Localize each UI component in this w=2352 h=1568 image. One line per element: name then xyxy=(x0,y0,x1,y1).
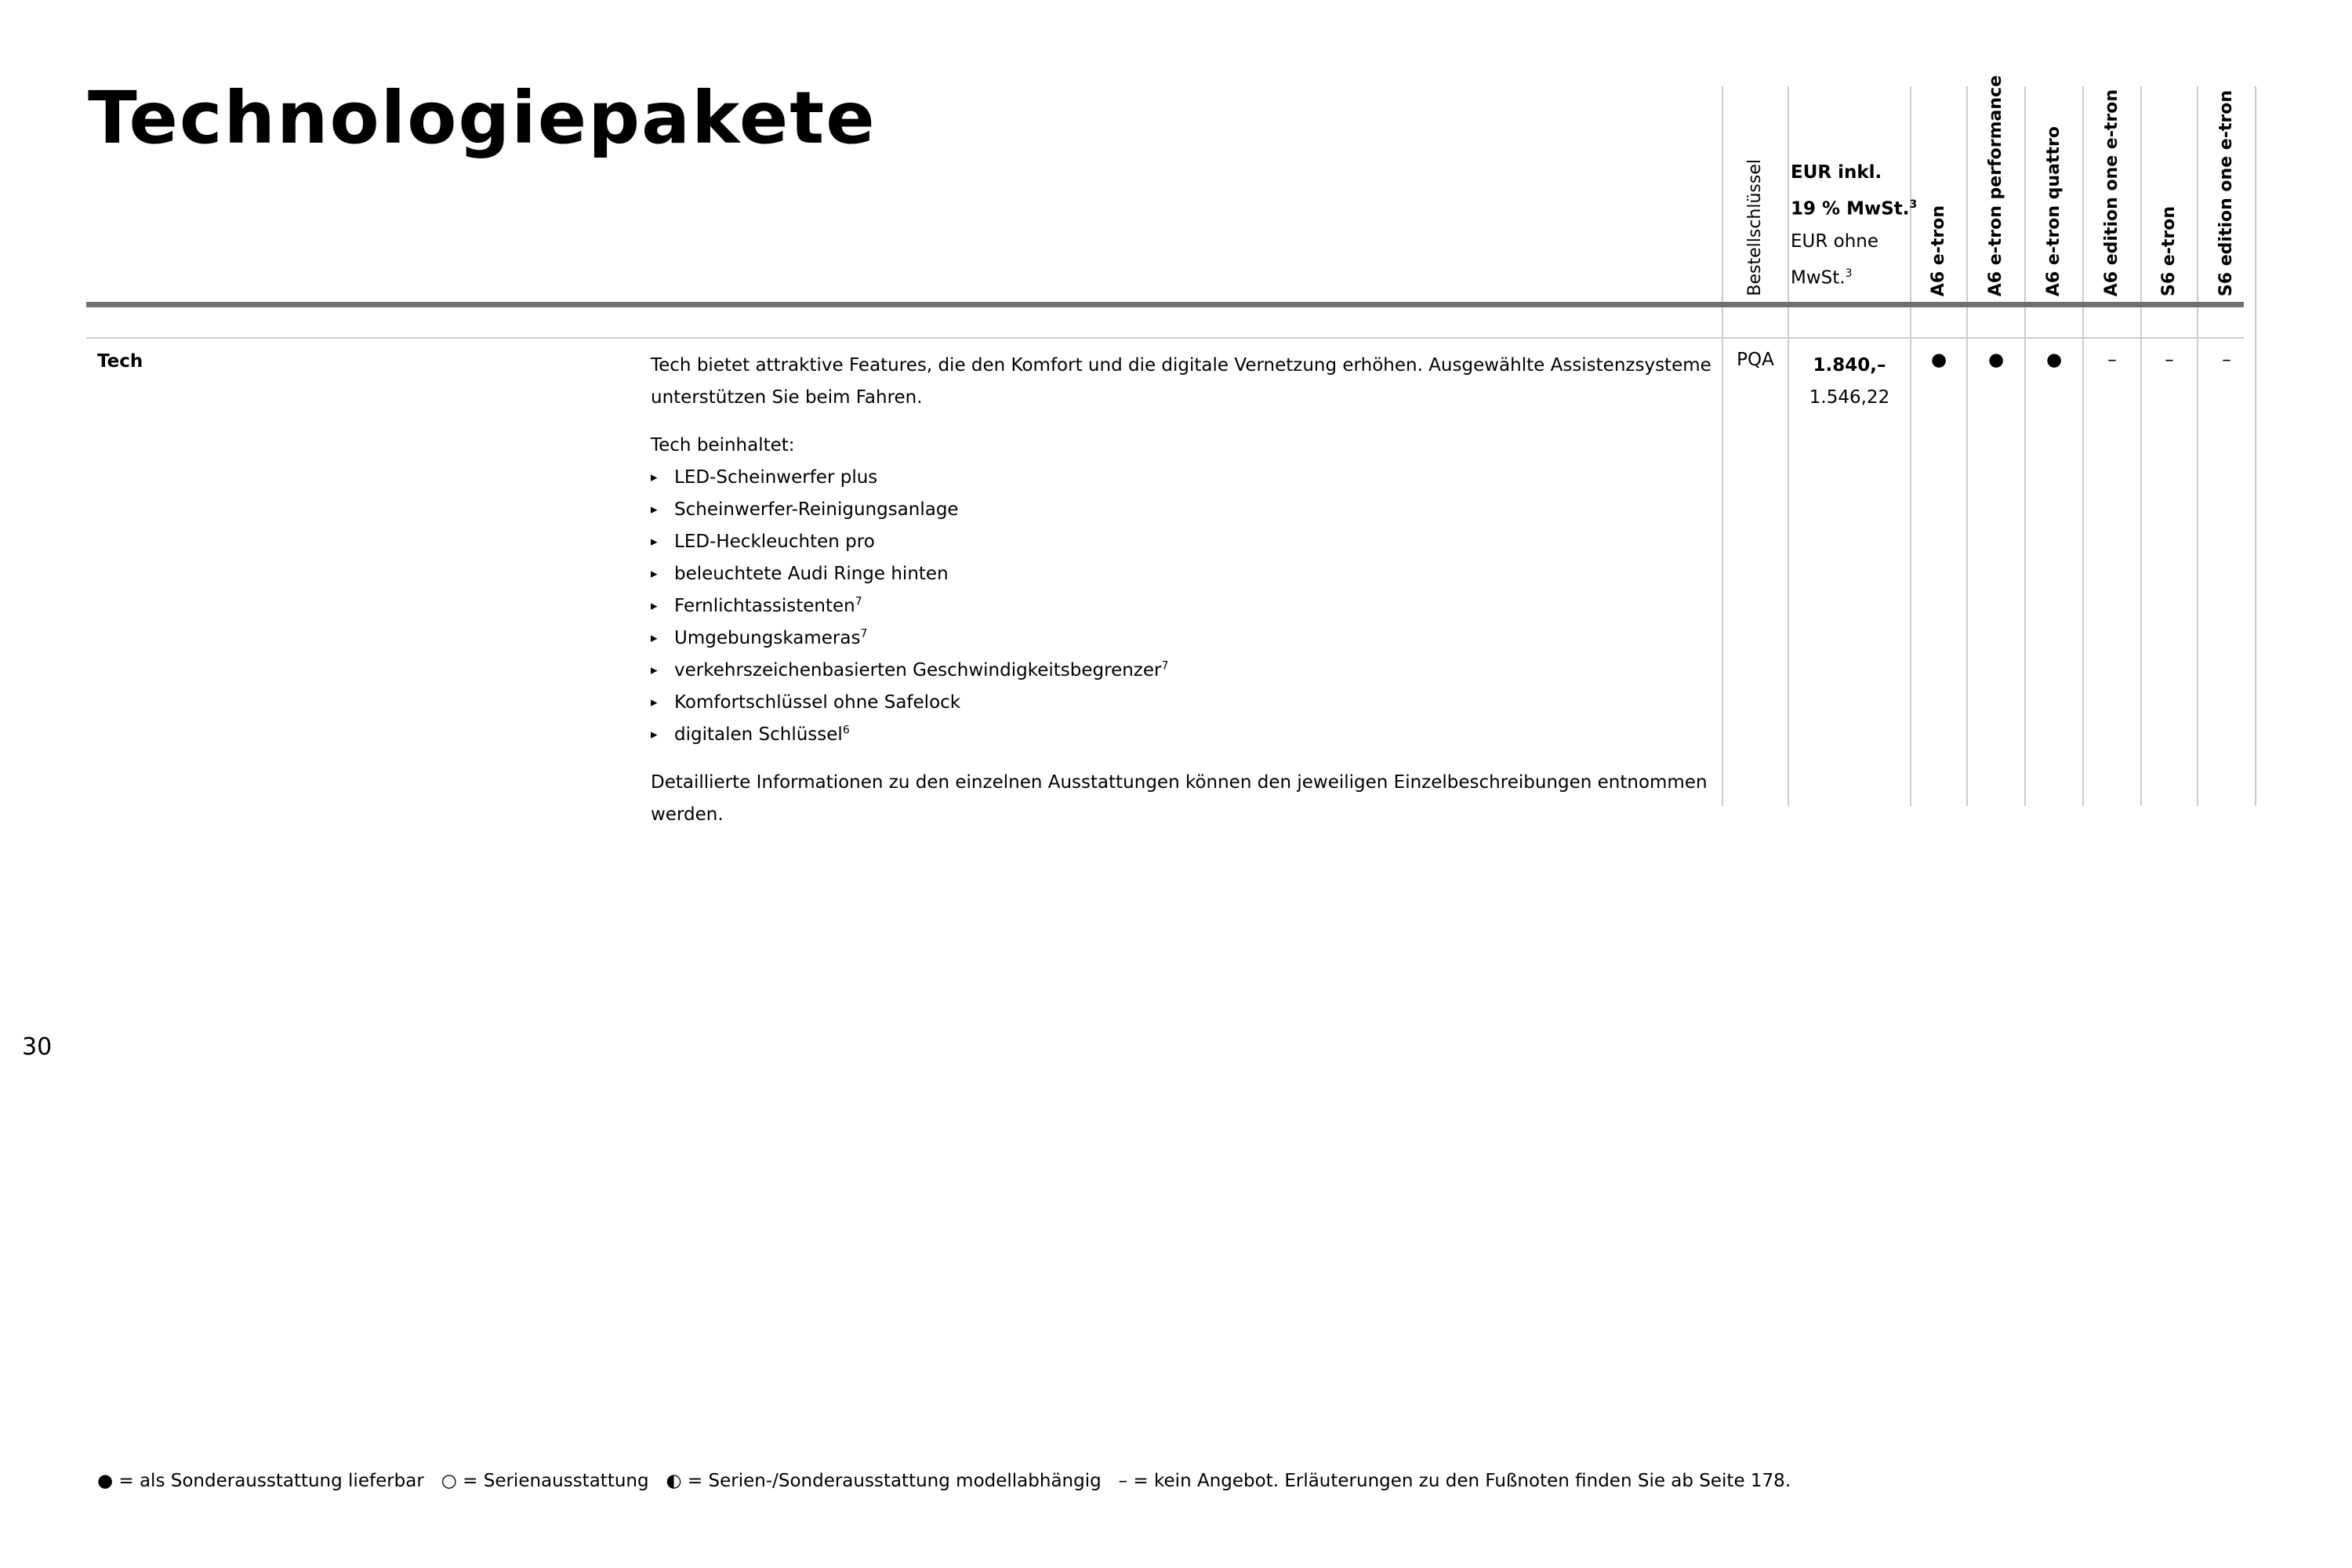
list-item: ▸ Fernlichtassistenten$^7$ xyxy=(651,590,1717,622)
model-label: A6 e-tron xyxy=(1929,205,1948,296)
bullet-icon: ▸ xyxy=(651,502,658,517)
column-divider xyxy=(1788,86,1789,806)
availability-s6-etron: – xyxy=(2165,350,2174,370)
header-model-a6-edition-one-etron xyxy=(2084,0,2140,296)
model-label: S6 edition one e-tron xyxy=(2216,89,2236,296)
package-intro: Tech bietet attraktive Features, die den Komfort und die digitale Vernetzung erhöhen. Ausgewählte Assistenzsysteme unterstützen Sie beim Fahren. xyxy=(651,355,1711,408)
list-item: ▸ LED-Scheinwerfer plus xyxy=(651,462,1717,494)
bullet-icon: ▸ xyxy=(651,727,658,742)
model-label: A6 e-tron performance xyxy=(1986,74,2005,296)
header-order-code-label: Bestellschlüssel xyxy=(1745,159,1765,296)
availability-a6-edition-one-etron: – xyxy=(2107,350,2117,370)
bullet-icon: ▸ xyxy=(651,695,658,710)
bullet-icon: ▸ xyxy=(651,470,658,485)
list-item: ▸ beleuchtete Audi Ringe hinten xyxy=(651,558,1717,590)
column-divider xyxy=(2255,86,2256,806)
row-rule xyxy=(86,337,2244,339)
model-label: S6 e-tron xyxy=(2159,205,2179,296)
availability-a6-etron-quattro: ● xyxy=(2045,350,2063,370)
availability-a6-etron: ● xyxy=(1930,350,1947,370)
bullet-icon: ▸ xyxy=(651,598,658,614)
bullet-icon: ▸ xyxy=(651,566,658,582)
page-number: 30 xyxy=(22,1033,53,1061)
header-model-a6-etron xyxy=(1911,0,1966,296)
package-items-list xyxy=(651,462,1717,751)
header-model-a6-etron-performance xyxy=(1968,0,2024,296)
header-model-a6-etron-quattro xyxy=(2026,0,2082,296)
list-item: ▸ LED-Heckleuchten pro xyxy=(651,526,1717,558)
package-includes-label: Tech beinhaltet: xyxy=(651,435,795,456)
order-code: PQA xyxy=(1737,350,1774,370)
header-model-s6-etron xyxy=(2142,0,2197,296)
legend: ● = als Sonderausstattung lieferbar ○ = Serienausstattung ◐ = Serien-/Sonderausstattung modellabhängig – = kein Angebot. Erläuterungen zu den Fußnoten finden Sie ab Seite 178. xyxy=(97,1471,1791,1491)
package-description xyxy=(651,350,1717,831)
availability-s6-edition-one-etron: – xyxy=(2222,350,2231,370)
header-order-code xyxy=(1723,0,1788,296)
header-rule xyxy=(86,302,2244,307)
price-incl-vat: 1.840,– xyxy=(1813,355,1886,376)
package-name: Tech xyxy=(97,351,143,372)
list-item: ▸ verkehrszeichenbasierten Geschwindigkeitsbegrenzer$^7$ xyxy=(651,655,1717,687)
price-excl-vat: 1.546,22 xyxy=(1809,387,1890,408)
header-price xyxy=(1791,157,1917,294)
list-item: ▸ Umgebungskameras$^7$ xyxy=(651,622,1717,655)
header-price-incl-line1: EUR inkl. xyxy=(1791,162,1882,183)
header-price-incl-line2: 19 % MwSt.$^3$ xyxy=(1791,198,1918,220)
list-item: ▸ digitalen Schlüssel$^6$ xyxy=(651,719,1717,751)
model-label: A6 edition one e-tron xyxy=(2102,89,2122,296)
bullet-icon: ▸ xyxy=(651,630,658,646)
list-item: ▸ Scheinwerfer-Reinigungsanlage xyxy=(651,494,1717,526)
page-title: Technologiepakete xyxy=(88,76,877,160)
header-price-excl-line2: MwSt.$^3$ xyxy=(1791,267,1853,289)
bullet-icon: ▸ xyxy=(651,534,658,550)
list-item: ▸ Komfortschlüssel ohne Safelock xyxy=(651,687,1717,719)
package-footer-note: Detaillierte Informationen zu den einzelnen Ausstattungen können den jeweiligen Einzelbeschreibungen entnommen werden. xyxy=(651,772,1708,825)
header-model-s6-edition-one-etron xyxy=(2198,0,2255,296)
package-price xyxy=(1791,350,1908,414)
availability-a6-etron-performance: ● xyxy=(1987,350,2005,370)
header-price-excl-line1: EUR ohne xyxy=(1791,230,1879,252)
model-label: A6 e-tron quattro xyxy=(2044,125,2063,296)
bullet-icon: ▸ xyxy=(651,662,658,678)
